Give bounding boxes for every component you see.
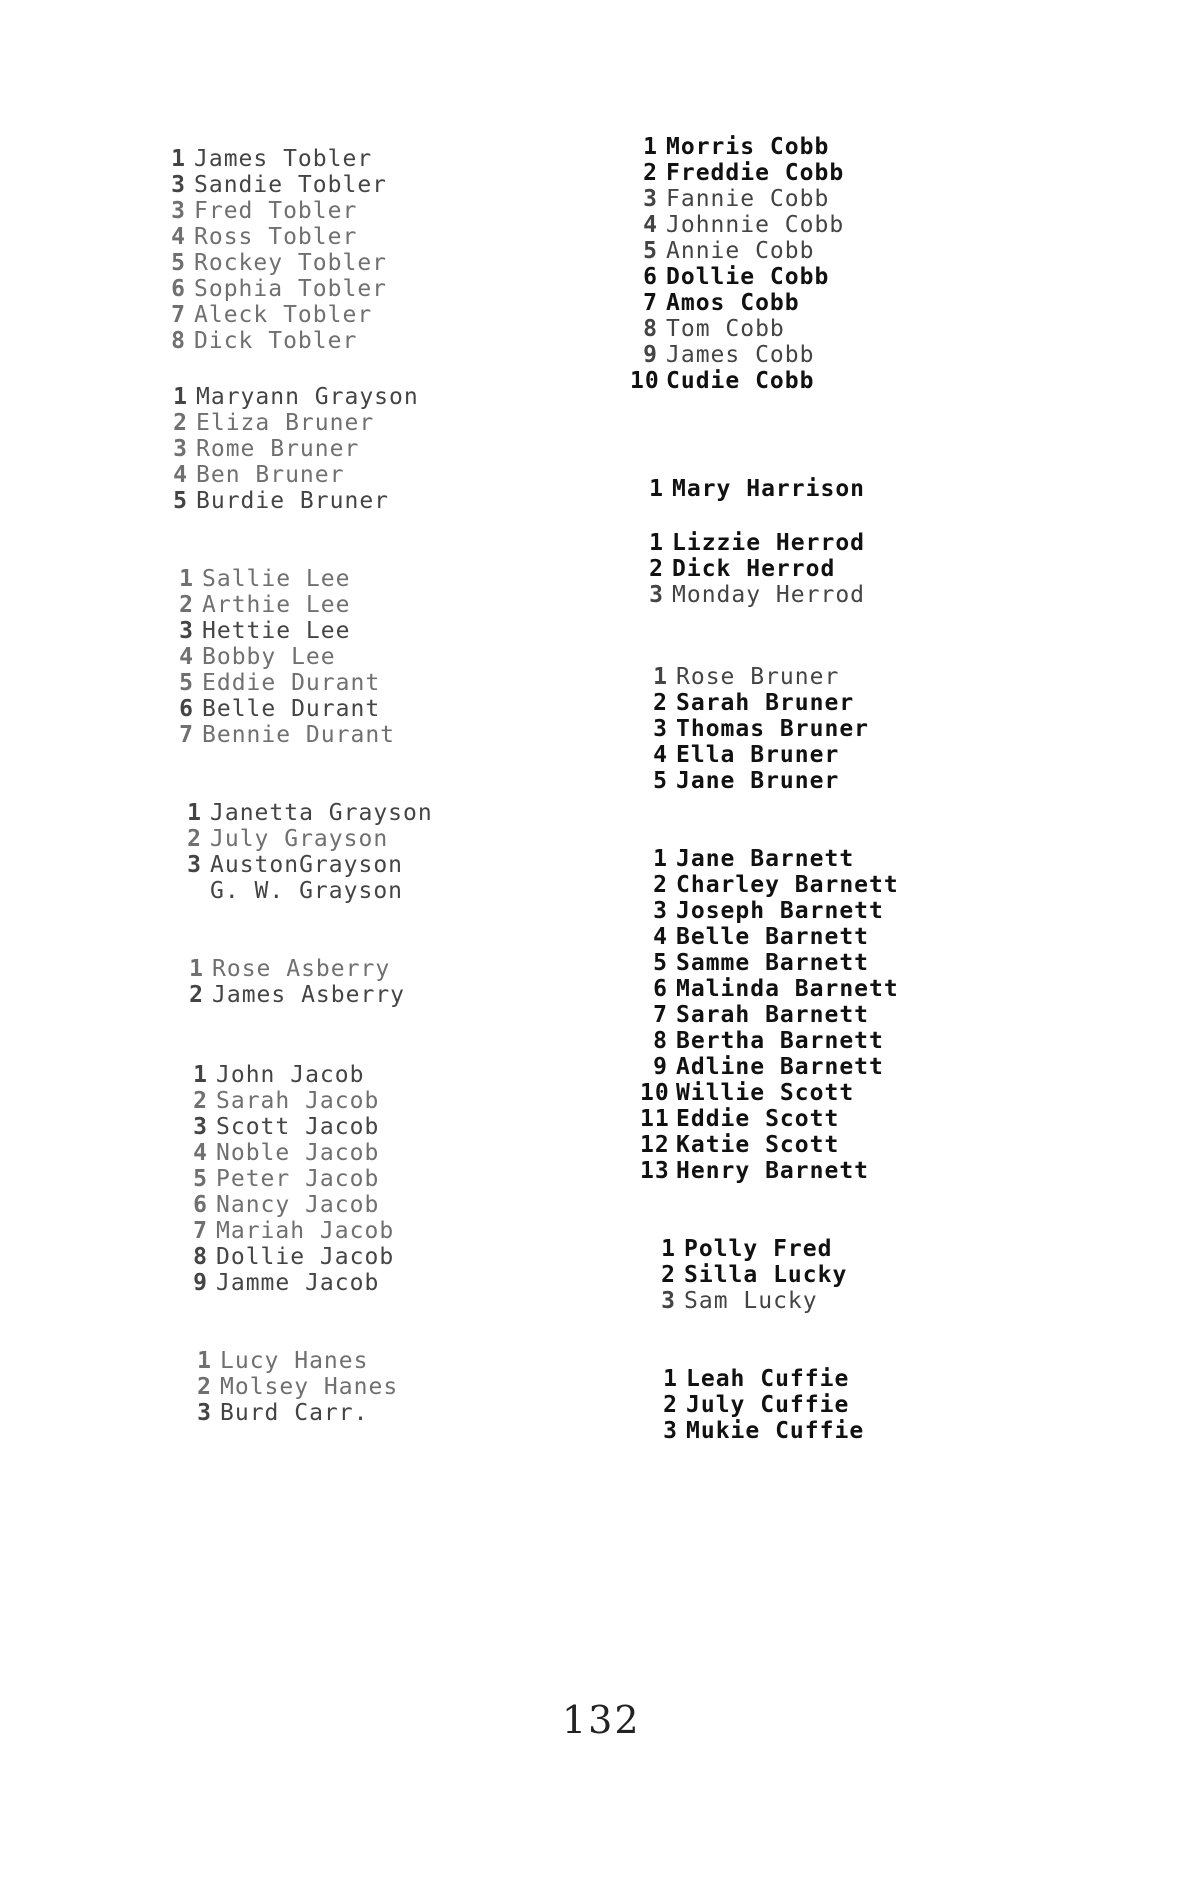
right-entry <box>640 716 869 742</box>
entry-number: 5 <box>643 238 658 264</box>
entry-name: Tom Cobb <box>666 316 785 342</box>
right-entry <box>640 768 839 794</box>
entry-number: 10 <box>640 1080 670 1106</box>
entry-number: 2 <box>643 160 658 186</box>
left-entry <box>180 1192 379 1218</box>
entry-name: Jane Bruner <box>676 768 840 794</box>
entry-number: 2 <box>653 690 668 716</box>
entry-number: 4 <box>643 212 658 238</box>
entry-number: 7 <box>193 1218 208 1244</box>
entry-name: Peter Jacob <box>216 1166 380 1192</box>
right-entry <box>640 742 839 768</box>
right-entry <box>630 316 785 342</box>
entry-name: Jamme Jacob <box>216 1270 380 1296</box>
right-entry <box>650 1366 849 1392</box>
entry-number: 2 <box>179 592 194 618</box>
left-entry <box>180 1270 379 1296</box>
entry-name: Sandie Tobler <box>194 172 388 198</box>
right-entry <box>650 1418 864 1444</box>
left-entry <box>174 800 433 826</box>
entry-name: Charley Barnett <box>676 872 899 898</box>
right-entry <box>650 1392 849 1418</box>
entry-name: Belle Barnett <box>676 924 870 950</box>
left-entry <box>166 670 380 696</box>
entry-name: Ben Bruner <box>196 462 345 488</box>
left-entry <box>158 172 387 198</box>
entry-number: 3 <box>171 198 186 224</box>
left-entry <box>158 198 357 224</box>
entry-number: 3 <box>653 716 668 742</box>
entry-number: 13 <box>640 1158 670 1184</box>
right-entry <box>640 690 854 716</box>
entry-number: 2 <box>189 982 204 1008</box>
entry-name: John Jacob <box>216 1062 365 1088</box>
entry-number: 1 <box>193 1062 208 1088</box>
entry-name: G. W. Grayson <box>210 878 404 904</box>
entry-number: 6 <box>643 264 658 290</box>
entry-number: 5 <box>171 250 186 276</box>
left-entry <box>180 1114 379 1140</box>
left-entry <box>160 410 374 436</box>
entry-name: Rome Bruner <box>196 436 360 462</box>
entry-number: 7 <box>653 1002 668 1028</box>
entry-name: James Asberry <box>212 982 406 1008</box>
left-entry <box>180 1244 394 1270</box>
entry-number: 3 <box>173 436 188 462</box>
entry-name: Eddie Scott <box>676 1106 840 1132</box>
entry-name: Katie Scott <box>676 1132 840 1158</box>
entry-number: 3 <box>661 1288 676 1314</box>
entry-name: Hettie Lee <box>202 618 351 644</box>
entry-number: 3 <box>187 852 202 878</box>
left-entry <box>184 1374 398 1400</box>
entry-number: 3 <box>653 898 668 924</box>
entry-number: 5 <box>173 488 188 514</box>
left-entry <box>158 224 357 250</box>
entry-name: Samme Barnett <box>676 950 870 976</box>
entry-number: 8 <box>171 328 186 354</box>
entry-name: Maryann Grayson <box>196 384 419 410</box>
entry-number: 5 <box>193 1166 208 1192</box>
entry-name: Joseph Barnett <box>676 898 884 924</box>
entry-name: Aleck Tobler <box>194 302 373 328</box>
entry-name: Rockey Tobler <box>194 250 388 276</box>
entry-number: 1 <box>189 956 204 982</box>
left-entry <box>158 146 372 172</box>
right-entry <box>640 1132 839 1158</box>
entry-number: 2 <box>649 556 664 582</box>
right-entry <box>640 664 839 690</box>
entry-name: Mary Harrison <box>672 476 866 502</box>
left-entry <box>180 1140 379 1166</box>
entry-number: 6 <box>171 276 186 302</box>
left-entry <box>180 1062 364 1088</box>
entry-number: 3 <box>643 186 658 212</box>
right-entry <box>640 1002 869 1028</box>
right-entry <box>648 1288 818 1314</box>
entry-number: 1 <box>173 384 188 410</box>
entry-name: Fannie Cobb <box>666 186 830 212</box>
entry-name: Monday Herrod <box>672 582 866 608</box>
right-entry <box>630 212 844 238</box>
entry-name: Bertha Barnett <box>676 1028 884 1054</box>
left-entry <box>176 956 390 982</box>
entry-name: Burdie Bruner <box>196 488 390 514</box>
entry-number: 2 <box>197 1374 212 1400</box>
entry-name: Dollie Cobb <box>666 264 830 290</box>
entry-name: Leah Cuffie <box>686 1366 850 1392</box>
entry-name: AustonGrayson <box>210 852 404 878</box>
right-entry <box>648 1262 847 1288</box>
entry-name: Bennie Durant <box>202 722 396 748</box>
entry-name: Sophia Tobler <box>194 276 388 302</box>
entry-name: James Cobb <box>666 342 815 368</box>
entry-number: 7 <box>179 722 194 748</box>
entry-number: 3 <box>197 1400 212 1426</box>
left-entry <box>184 1400 368 1426</box>
entry-number: 4 <box>173 462 188 488</box>
entry-name: Scott Jacob <box>216 1114 380 1140</box>
right-entry <box>636 476 865 502</box>
left-entry <box>160 488 389 514</box>
right-entry <box>640 898 884 924</box>
left-entry <box>158 250 387 276</box>
entry-name: Dick Tobler <box>194 328 358 354</box>
left-entry <box>166 696 380 722</box>
left-entry <box>166 592 350 618</box>
left-entry <box>180 1218 394 1244</box>
entry-number: 8 <box>193 1244 208 1270</box>
entry-number: 8 <box>643 316 658 342</box>
entry-name: Dick Herrod <box>672 556 836 582</box>
entry-name: Molsey Hanes <box>220 1374 399 1400</box>
right-entry <box>630 368 814 394</box>
entry-number: 1 <box>171 146 186 172</box>
entry-number: 9 <box>653 1054 668 1080</box>
entry-number: 1 <box>187 800 202 826</box>
entry-name: Sarah Barnett <box>676 1002 870 1028</box>
entry-number: 12 <box>640 1132 670 1158</box>
left-entry <box>158 328 357 354</box>
entry-number: 9 <box>643 342 658 368</box>
left-entry <box>180 1166 379 1192</box>
left-entry <box>174 878 403 904</box>
entry-name: Henry Barnett <box>676 1158 870 1184</box>
right-entry <box>630 134 829 160</box>
entry-number: 8 <box>653 1028 668 1054</box>
entry-number: 7 <box>171 302 186 328</box>
entry-name: Cudie Cobb <box>666 368 815 394</box>
entry-name: July Grayson <box>210 826 389 852</box>
entry-number: 4 <box>653 924 668 950</box>
entry-name: Eddie Durant <box>202 670 381 696</box>
entry-name: James Tobler <box>194 146 373 172</box>
entry-name: Sam Lucky <box>684 1288 818 1314</box>
entry-name: Thomas Bruner <box>676 716 870 742</box>
right-entry <box>640 1106 839 1132</box>
entry-name: Sallie Lee <box>202 566 351 592</box>
entry-number: 4 <box>193 1140 208 1166</box>
left-entry <box>166 566 350 592</box>
entry-name: Amos Cobb <box>666 290 800 316</box>
left-entry <box>158 302 372 328</box>
entry-name: Freddie Cobb <box>666 160 845 186</box>
left-entry <box>174 852 403 878</box>
right-entry <box>636 556 835 582</box>
entry-number: 2 <box>661 1262 676 1288</box>
right-entry <box>640 1054 884 1080</box>
left-entry <box>166 618 350 644</box>
entry-number: 2 <box>187 826 202 852</box>
entry-number: 11 <box>640 1106 670 1132</box>
entry-number: 3 <box>649 582 664 608</box>
right-entry <box>630 290 800 316</box>
entry-name: Jane Barnett <box>676 846 855 872</box>
right-entry <box>640 1158 869 1184</box>
entry-number: 3 <box>193 1114 208 1140</box>
entry-name: Belle Durant <box>202 696 381 722</box>
right-entry <box>640 976 899 1002</box>
entry-number: 1 <box>179 566 194 592</box>
entry-number: 7 <box>643 290 658 316</box>
entry-name: Fred Tobler <box>194 198 358 224</box>
entry-name: Lizzie Herrod <box>672 530 866 556</box>
left-entry <box>166 644 336 670</box>
entry-number: 2 <box>663 1392 678 1418</box>
entry-name: Annie Cobb <box>666 238 815 264</box>
entry-number: 2 <box>653 872 668 898</box>
left-entry <box>176 982 405 1008</box>
entry-number: 5 <box>653 950 668 976</box>
right-entry <box>640 1028 884 1054</box>
left-entry <box>174 826 388 852</box>
entry-name: Morris Cobb <box>666 134 830 160</box>
entry-name: Arthie Lee <box>202 592 351 618</box>
entry-number: 6 <box>193 1192 208 1218</box>
entry-number: 6 <box>653 976 668 1002</box>
entry-number: 4 <box>653 742 668 768</box>
entry-name: Polly Fred <box>684 1236 833 1262</box>
entry-number: 3 <box>179 618 194 644</box>
entry-name: Ella Bruner <box>676 742 840 768</box>
entry-number: 3 <box>171 172 186 198</box>
entry-number: 3 <box>663 1418 678 1444</box>
right-entry <box>640 846 854 872</box>
left-entry <box>184 1348 368 1374</box>
right-entry <box>640 1080 854 1106</box>
left-entry <box>160 462 344 488</box>
entry-number: 5 <box>653 768 668 794</box>
right-entry <box>648 1236 832 1262</box>
left-entry <box>158 276 387 302</box>
right-entry <box>640 924 869 950</box>
right-entry <box>636 582 865 608</box>
entry-name: Adline Barnett <box>676 1054 884 1080</box>
entry-name: Willie Scott <box>676 1080 855 1106</box>
left-entry <box>166 722 395 748</box>
entry-number: 1 <box>649 476 664 502</box>
entry-number: 10 <box>630 368 660 394</box>
entry-number: 1 <box>643 134 658 160</box>
entry-number: 1 <box>661 1236 676 1262</box>
entry-name: Rose Asberry <box>212 956 391 982</box>
entry-name: Janetta Grayson <box>210 800 433 826</box>
left-entry <box>160 384 419 410</box>
entry-name: Johnnie Cobb <box>666 212 845 238</box>
right-entry <box>640 872 899 898</box>
entry-number: 6 <box>179 696 194 722</box>
entry-name: Rose Bruner <box>676 664 840 690</box>
entry-number: 1 <box>653 664 668 690</box>
entry-name: Sarah Bruner <box>676 690 855 716</box>
entry-name: Bobby Lee <box>202 644 336 670</box>
right-entry <box>630 238 814 264</box>
entry-name: Burd Carr. <box>220 1400 369 1426</box>
entry-number: 1 <box>663 1366 678 1392</box>
entry-number: 1 <box>649 530 664 556</box>
entry-number: 5 <box>179 670 194 696</box>
entry-number: 4 <box>171 224 186 250</box>
entry-name: Ross Tobler <box>194 224 358 250</box>
entry-name: Mukie Cuffie <box>686 1418 865 1444</box>
right-entry <box>630 160 844 186</box>
entry-number: 4 <box>179 644 194 670</box>
left-entry <box>180 1088 379 1114</box>
entry-name: Noble Jacob <box>216 1140 380 1166</box>
right-entry <box>630 186 829 212</box>
left-entry <box>160 436 359 462</box>
entry-number: 9 <box>193 1270 208 1296</box>
right-entry <box>636 530 865 556</box>
entry-name: Eliza Bruner <box>196 410 375 436</box>
entry-number: 1 <box>197 1348 212 1374</box>
entry-name: Sarah Jacob <box>216 1088 380 1114</box>
entry-name: Lucy Hanes <box>220 1348 369 1374</box>
right-entry <box>630 264 829 290</box>
entry-number: 2 <box>193 1088 208 1114</box>
entry-name: Dollie Jacob <box>216 1244 395 1270</box>
right-entry <box>640 950 869 976</box>
entry-name: Malinda Barnett <box>676 976 899 1002</box>
entry-number: 2 <box>173 410 188 436</box>
entry-name: Silla Lucky <box>684 1262 848 1288</box>
right-entry <box>630 342 814 368</box>
entry-name: July Cuffie <box>686 1392 850 1418</box>
page-number: 132 <box>562 1698 641 1742</box>
entry-name: Mariah Jacob <box>216 1218 395 1244</box>
entry-name: Nancy Jacob <box>216 1192 380 1218</box>
entry-number: 1 <box>653 846 668 872</box>
